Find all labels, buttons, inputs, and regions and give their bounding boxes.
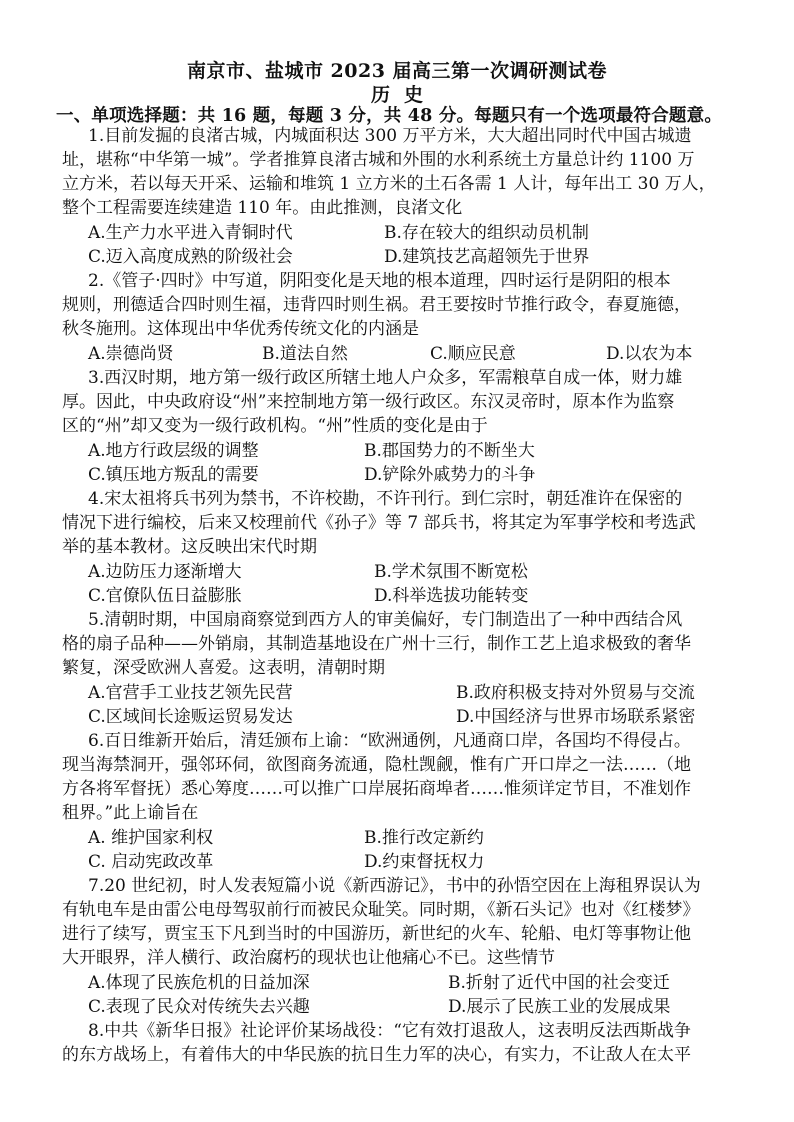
question-6-option-d: D.约束督抚权力 [364,852,485,872]
question-6-line-1: 6.百日维新开始后，清廷颁布上谕：“欧洲通例，凡通商口岸，各国均不得侵占。 [88,731,691,751]
question-1-line-3: 立方米，若以每天开采、运输和堆筑 1 立方米的土石各需 1 人计，每年出工 30 万人， [62,174,716,194]
question-5-line-1: 5.清朝时期，中国扇商察觉到西方人的审美偏好，专门制造出了一种中西结合风 [88,610,683,630]
question-4-line-3: 举的基本教材。这反映出宋代时期 [62,537,317,557]
question-8-line-2: 的东方战场上，有着伟大的中华民族的抗日生力军的决心，有实力，不让敌人在太平 [62,1045,691,1065]
question-6-line-3: 方各将军督抚）悉心筹度……可以推广口岸展拓商埠者……惟须详定节目，不准划作 [62,779,691,799]
question-1-option-a: A.生产力水平进入青铜时代 [88,223,293,243]
question-3-option-b: B.郡国势力的不断坐大 [364,441,535,461]
question-3-option-a: A.地方行政层级的调整 [88,441,259,461]
question-5-option-d: D.中国经济与世界市场联系紧密 [456,707,696,727]
question-5-option-b: B.政府积极支持对外贸易与交流 [456,683,695,703]
question-3-option-d: D.铲除外戚势力的斗争 [364,465,536,485]
section-heading: 一、单项选择题：共 16 题，每题 3 分，共 48 分。每题只有一个选项最符合题意。 [56,106,723,126]
question-1-option-c: C.迈入高度成熟的阶级社会 [88,247,293,267]
question-7-option-b: B.折射了近代中国的社会变迁 [448,973,670,993]
question-5-line-2: 格的扇子品种——外销扇，其制造基地设在广州十三行，制作工艺上追求极致的奢华 [62,634,691,654]
question-5-option-a: A.官营手工业技艺领先民营 [88,683,293,703]
question-7-line-1: 7.20 世纪初，时人发表短篇小说《新西游记》，书中的孙悟空因在上海租界误认为 [88,876,701,896]
question-3-option-c: C.镇压地方叛乱的需要 [88,465,259,485]
question-6-option-b: B.推行改定新约 [364,828,484,848]
question-6-option-c: C. 启动宪政改革 [88,852,214,872]
question-8-line-1: 8.中共《新华日报》社论评价某场战役：“它有效打退敌人，这表明反法西斯战争 [88,1021,691,1041]
question-6-option-a: A. 维护国家利权 [88,828,214,848]
question-7-line-3: 进行了续写，贾宝玉下凡到当时的中国游历，新世纪的火车、轮船、电灯等事物让他 [62,924,691,944]
question-2-line-2: 规则，刑德适合四时则生福，违背四时则生祸。君王要按时节推行政令，春夏施德， [62,295,691,315]
question-3-line-2: 厚。因此，中央政府设“州”来控制地方第一级行政区。东汉灵帝时，原本作为监察 [62,392,675,412]
question-1-line-1: 1.目前发掘的良渚古城，内城面积达 300 万平方米，大大超出同时代中国古城遗 [88,126,692,146]
question-4-option-c: C.官僚队伍日益膨胀 [88,586,242,606]
question-5-option-c: C.区域间长途贩运贸易发达 [88,707,293,727]
question-4-line-1: 4.宋太祖将兵书列为禁书，不许校勘，不许刊行。到仁宗时，朝廷准许在保密的 [88,489,683,509]
question-6-line-4: 租界。”此上谕旨在 [62,803,199,823]
question-3-line-1: 3.西汉时期，地方第一级行政区所辖土地人户众多，军需粮草自成一体，财力雄 [88,368,683,388]
question-2-line-3: 秋冬施刑。这体现出中华优秀传统文化的内涵是 [62,319,419,339]
question-2-line-1: 2.《管子·四时》中写道，阴阳变化是天地的根本道理，四时运行是阴阳的根本 [88,271,671,291]
question-2-option-b: B.道法自然 [262,344,348,364]
question-2-option-d: D.以农为本 [606,344,693,364]
question-4-option-a: A.边防压力逐渐增大 [88,562,242,582]
question-7-option-a: A.体现了民族危机的日益加深 [88,973,310,993]
question-1-option-d: D.建筑技艺高超领先于世界 [384,247,590,267]
question-7-line-4: 大开眼界，洋人横行、政治腐朽的现状也让他痛心不已。这些情节 [62,948,555,968]
question-2-option-a: A.崇德尚贤 [88,344,174,364]
question-4-option-d: D.科举选拔功能转变 [374,586,529,606]
question-1-option-b: B.存在较大的组织动员机制 [384,223,589,243]
question-7-option-c: C.表现了民众对传统失去兴趣 [88,997,310,1017]
question-1-line-2: 址，堪称“中华第一城”。学者推算良渚古城和外围的水利系统土方量总计约 1100 万 [62,150,695,170]
question-7-line-2: 有轨电车是由雷公电母驾驭前行而被民众耻笑。同时期，《新石头记》也对《红楼梦》 [62,900,700,920]
exam-title: 南京市、盐城市 2023 届高三第一次调研测试卷 [186,60,608,82]
subject-title: 历史 [370,84,437,106]
question-3-line-3: 区的“州”却又变为一级行政机构。“州”性质的变化是由于 [62,416,488,436]
question-6-line-2: 现当海禁洞开，强邻环伺，欲图商务流通，隐杜觊觎，惟有广开口岸之一法……（地 [62,755,691,775]
question-7-option-d: D.展示了民族工业的发展成果 [448,997,671,1017]
question-4-line-2: 情况下进行编校，后来又校理前代《孙子》等 7 部兵书，将其定为军事学校和考选武 [62,513,696,533]
question-4-option-b: B.学术氛围不断宽松 [374,562,528,582]
question-5-line-3: 繁复，深受欧洲人喜爱。这表明，清朝时期 [62,658,385,678]
question-2-option-c: C.顺应民意 [430,344,516,364]
question-1-line-4: 整个工程需要连续建造 110 年。由此推测，良渚文化 [62,198,463,218]
